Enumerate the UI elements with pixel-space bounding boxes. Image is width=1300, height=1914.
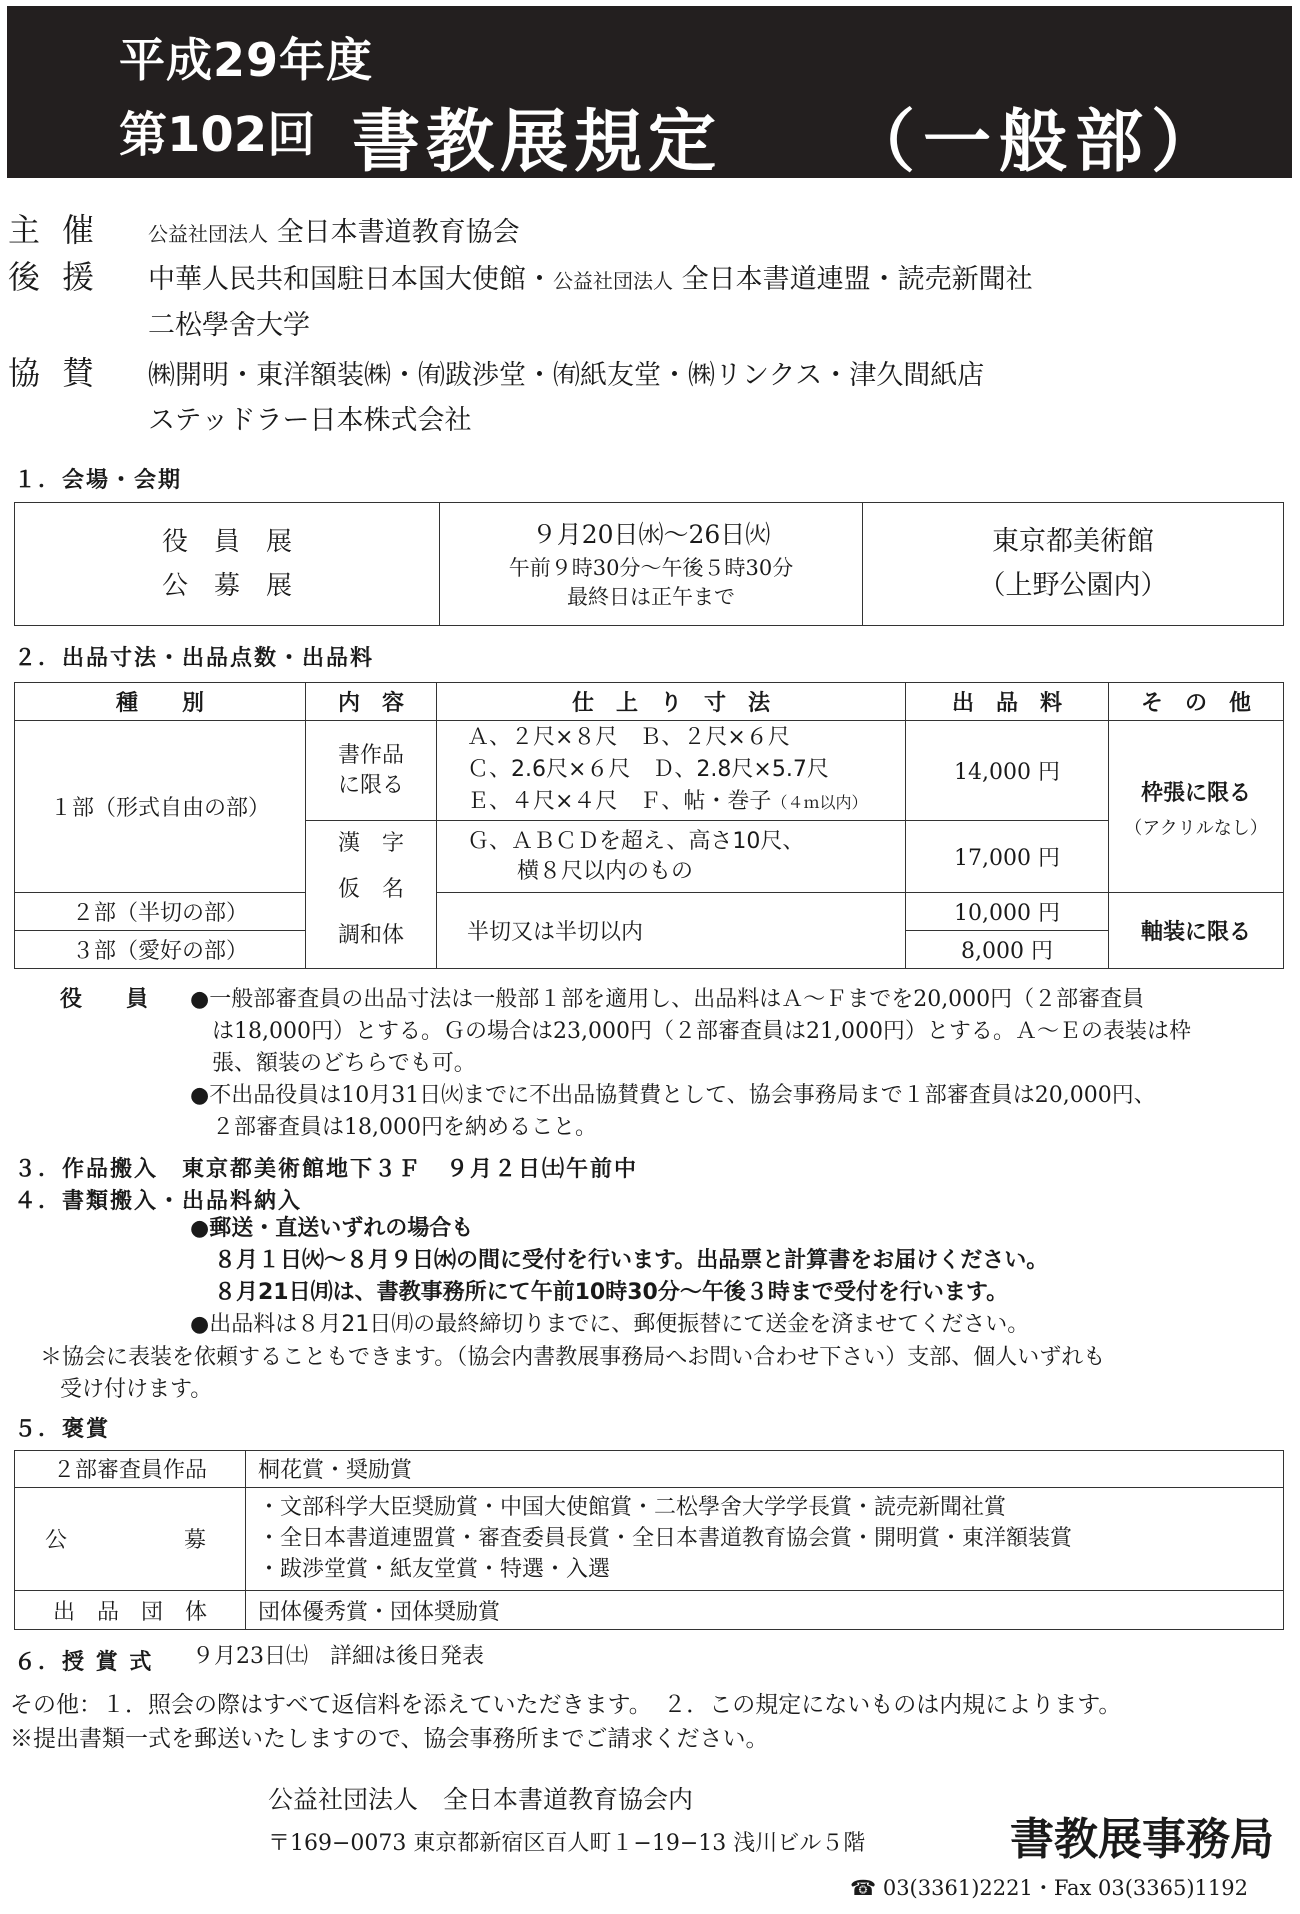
venue-table xyxy=(14,502,1284,626)
fiscal-year: 平成29年度 xyxy=(119,33,374,87)
organizer-text xyxy=(148,210,520,249)
venue-name: 東京都美術館 xyxy=(992,526,1154,557)
size-a2: Ｃ、2.6尺×６尺 Ｄ、2.8尺×5.7尺 xyxy=(467,757,829,782)
table-row xyxy=(15,1451,1284,1488)
footer-office-name: 書教展事務局 xyxy=(1010,1814,1274,1865)
page-title: 書教展規定 xyxy=(352,103,723,182)
header-fee: 出 品 料 xyxy=(906,683,1109,721)
venue-dates xyxy=(440,503,863,626)
venue-place xyxy=(863,503,1284,626)
award-list-3: ・跋渉堂賞・紙友堂賞・特選・入選 xyxy=(258,1557,611,1583)
other-frame-label: 枠張に限る xyxy=(1140,780,1251,806)
edition-number: 第102回 xyxy=(119,107,316,163)
fee-part3: 8,000 円 xyxy=(906,931,1109,969)
header-content: 内 容 xyxy=(306,683,437,721)
section-venue-title: １．会場・会期 xyxy=(14,468,183,493)
fee-part2: 10,000 円 xyxy=(906,893,1109,931)
award-public-label xyxy=(15,1487,246,1591)
size-fee-table xyxy=(14,682,1284,969)
other-frame-sub: （アクリルなし） xyxy=(1124,817,1268,839)
award-group-text: 団体優秀賞・団体奨励賞 xyxy=(246,1591,1284,1630)
officers-notes xyxy=(190,984,1290,1144)
exhibit-officers: 役 員 展 xyxy=(161,527,292,557)
organizer-label: 主催 xyxy=(8,211,117,249)
content1: 書作品 xyxy=(337,742,404,768)
fee-g: 17,000 円 xyxy=(906,821,1109,893)
footer-address: 〒169−0073 東京都新宿区百人町１−19−13 浅川ビル５階 xyxy=(268,1831,866,1856)
other-scroll: 軸装に限る xyxy=(1109,893,1284,969)
header-type: 種 別 xyxy=(15,683,306,721)
size-g2: 横８尺以内のもの xyxy=(517,858,694,884)
other-note-1: その他：１．照会の際はすべて返信料を添えていただきます。 ２．この規定にないものは内規によります。 xyxy=(10,1692,1122,1718)
docs-note-5: ＊協会に表装を依頼することもできます。（協会内書教展事務局へお問い合わせ下さい）支部、個人いずれも xyxy=(40,1345,1106,1370)
header-size: 仕 上 り 寸 法 xyxy=(437,683,906,721)
docs-note-3: ８月21日㈪は、書教事務所にて午前10時30分〜午後３時まで受付を行います。 xyxy=(214,1280,1009,1305)
award-public-char-b: 募 xyxy=(184,1528,207,1554)
content1b: に限る xyxy=(337,772,404,798)
content-kanji: 漢 字 xyxy=(337,831,404,856)
documents-notes xyxy=(190,1213,1290,1341)
organizer-prefix: 公益社団法人 xyxy=(148,222,268,246)
table-row xyxy=(15,1487,1284,1591)
sponsor-line-1: ㈱開明・東洋額装㈱・㈲跋渉堂・㈲紙友堂・㈱リンクス・津久間紙店 xyxy=(148,360,985,391)
award-judges-text: 桐花賞・奨励賞 xyxy=(246,1451,1284,1488)
docs-note-2: ８月１日㈫〜８月９日㈬の間に受付を行います。出品票と計算書をお届けください。 xyxy=(214,1248,1049,1273)
supporter-league: 全日本書道連盟・読売新聞社 xyxy=(681,264,1033,295)
other-notes xyxy=(10,1688,1300,1756)
officers-note-2: は18,000円）とする。Ｇの場合は23,000円（２部審査員は21,000円）とする。Ａ〜Ｅの表装は枠 xyxy=(212,1019,1191,1044)
table-row xyxy=(15,1591,1284,1630)
content-calligraphy xyxy=(306,721,437,821)
footer-phone: ☎ 03(3361)2221・Fax 03(3365)1192 xyxy=(850,1876,1249,1900)
award-group-label: 出 品 団 体 xyxy=(15,1591,246,1630)
officers-note-1: ●一般部審査員の出品寸法は一般部１部を適用し、出品料はＡ〜Ｆまでを20,000円（２部審査員 xyxy=(190,987,1145,1012)
supporter-prefix: 公益社団法人 xyxy=(553,269,673,293)
content-chowa: 調和体 xyxy=(337,923,404,948)
table-row xyxy=(15,893,1284,931)
table-header-row xyxy=(15,683,1284,721)
exhibit-public: 公 募 展 xyxy=(161,571,292,601)
docs-note-4: ●出品料は８月21日㈪の最終締切りまでに、郵便振替にて送金を済ませてください。 xyxy=(190,1312,1030,1337)
section-ceremony: ６．授 賞 式 xyxy=(14,1650,154,1675)
category-label: （一般部） xyxy=(847,103,1228,182)
size-g xyxy=(437,821,906,893)
mounting-note xyxy=(40,1342,1300,1406)
supporter-embassy: 中華人民共和国駐日本国大使館・ xyxy=(148,264,553,295)
section-awards: ５．褒賞 xyxy=(14,1417,111,1442)
award-judges-label: ２部審査員作品 xyxy=(15,1451,246,1488)
size-a1: Ａ、２尺×８尺 Ｂ、２尺×６尺 xyxy=(467,725,790,750)
sponsor-line-2: ステッドラー日本株式会社 xyxy=(148,405,472,436)
venue-sub: （上野公園内） xyxy=(978,570,1168,601)
part3-label: ３部（愛好の部） xyxy=(15,931,306,969)
officers-note-3: 張、額装のどちらでも可。 xyxy=(212,1051,476,1076)
award-list-2: ・全日本書道連盟賞・審査委員長賞・全日本書道教育協会賞・開明賞・東洋額装賞 xyxy=(258,1526,1073,1552)
officers-label: 役 員 xyxy=(60,987,149,1012)
docs-note-6: 受け付けます。 xyxy=(60,1377,213,1402)
supporter-label: 後援 xyxy=(8,258,117,296)
section-documents: ４．書類搬入・出品料納入 xyxy=(14,1189,303,1214)
supporter-line-1 xyxy=(148,257,1033,296)
officers-note-4: ●不出品役員は10月31日㈫までに不出品協賛費として、協会事務局まで１部審査員は20,000円、 xyxy=(190,1083,1156,1108)
title-banner xyxy=(7,6,1292,182)
other-frame xyxy=(1109,721,1284,893)
ceremony-text: ９月23日㈯ 詳細は後日発表 xyxy=(192,1644,484,1669)
size-g1: Ｇ、ＡＢＣＤを超え、高さ10尺、 xyxy=(467,828,805,854)
exhibit-hours: 午前９時30分〜午後５時30分 xyxy=(508,556,794,580)
size-a3-note: （４ｍ以内） xyxy=(771,793,868,812)
content-scripts xyxy=(306,821,437,969)
awards-table xyxy=(14,1450,1284,1630)
header-other: そ の 他 xyxy=(1109,683,1284,721)
docs-note-1: ●郵送・直送いずれの場合も xyxy=(190,1216,474,1241)
section-size-title: ２．出品寸法・出品点数・出品料 xyxy=(14,646,375,671)
supporter-line-2: 二松學舍大学 xyxy=(148,310,310,341)
award-list-1: ・文部科学大臣奨励賞・中国大使館賞・二松學舍大学学長賞・読売新聞社賞 xyxy=(258,1495,1007,1521)
part2-label: ２部（半切の部） xyxy=(15,893,306,931)
award-public-list xyxy=(246,1487,1284,1591)
footer-org: 公益社団法人 全日本書道教育協会内 xyxy=(268,1785,694,1814)
exhibit-date: ９月20日㈬〜26日㈫ xyxy=(531,520,771,549)
content-kana: 仮 名 xyxy=(337,877,404,902)
other-note-2: ※提出書類一式を郵送いたしますので、協会事務所までご請求ください。 xyxy=(10,1726,769,1752)
venue-exhibits xyxy=(15,503,440,626)
section-delivery: ３．作品搬入 東京都美術館地下３Ｆ ９月２日㈯午前中 xyxy=(14,1157,639,1182)
officers-note-5: ２部審査員は18,000円を納めること。 xyxy=(212,1115,597,1140)
size-a3: Ｅ、４尺×４尺 Ｆ、帖・巻子 xyxy=(467,789,772,814)
sponsor-label: 協賛 xyxy=(8,354,117,392)
size-a-f xyxy=(437,721,906,821)
exhibit-last-day: 最終日は正午まで xyxy=(567,585,735,609)
size-hansetsu: 半切又は半切以内 xyxy=(437,893,906,969)
organizer-name: 全日本書道教育協会 xyxy=(276,217,520,248)
table-row xyxy=(15,721,1284,821)
part1-label: １部（形式自由の部） xyxy=(15,721,306,893)
fee-a-f: 14,000 円 xyxy=(906,721,1109,821)
award-public-char-a: 公 xyxy=(45,1528,68,1554)
